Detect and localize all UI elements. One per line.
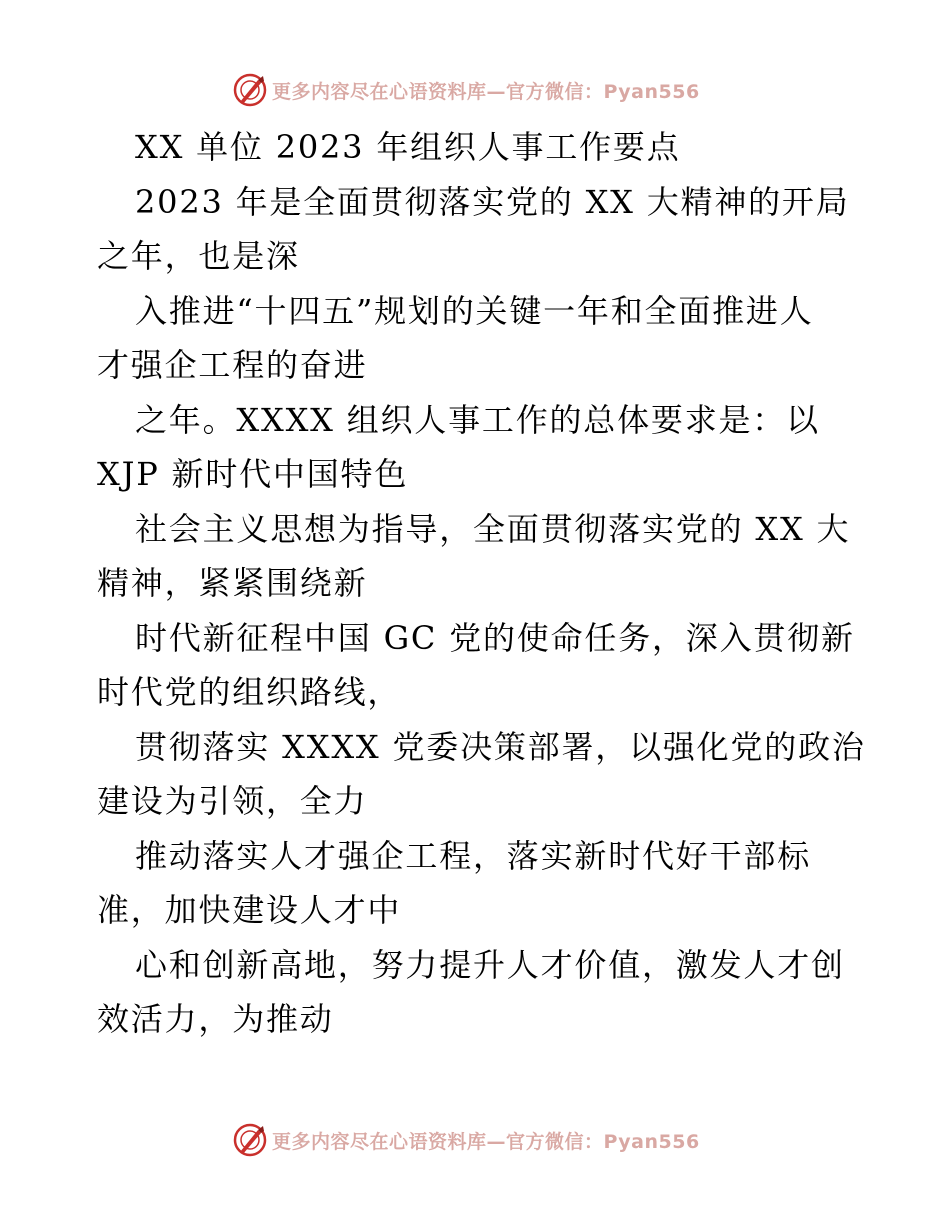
paragraph-line: 社会主义思想为指导，全面贯彻落实党的 XX 大: [135, 509, 851, 548]
watermark-text: 更多内容尽在心语资料库—官方微信：Pyan556: [272, 80, 700, 103]
paragraph-line: XJP 新时代中国特色: [97, 455, 409, 493]
document-body: [97, 120, 866, 1047]
paragraph-line: 时代新征程中国 GC 党的使命任务，深入贯彻新: [135, 618, 855, 657]
paragraph-line: 才强企工程的奋进: [97, 346, 368, 384]
paragraph-line: 效活力，为推动: [97, 1000, 334, 1038]
watermark-footer: [232, 1120, 700, 1160]
paragraph-line: 之年，也是深: [97, 237, 300, 275]
watermark-text: 更多内容尽在心语资料库—官方微信：Pyan556: [272, 1130, 700, 1153]
paragraph-line: 建设为引领，全力: [97, 782, 368, 820]
paragraph-line: 准，加快建设人才中: [97, 891, 402, 929]
paragraph-line: 时代党的组织路线，: [97, 673, 402, 711]
paragraph-line: 贯彻落实 XXXX 党委决策部署，以强化党的政治: [135, 727, 866, 766]
document-title: XX 单位 2023 年组织人事工作要点: [135, 128, 681, 166]
watermark-header: [232, 70, 700, 110]
paragraph-line: 精神，紧紧围绕新: [97, 564, 368, 602]
paragraph-line: 入推进“十四五”规划的关键一年和全面推进人: [135, 291, 814, 330]
logo-icon: [232, 72, 268, 108]
logo-icon: [232, 1122, 268, 1158]
paragraph-line: 推动落实人才强企工程，落实新时代好干部标: [135, 836, 812, 875]
paragraph-line: 之年。XXXX 组织人事工作的总体要求是：以: [135, 400, 820, 439]
paragraph-line: 心和创新高地，努力提升人才价值，激发人才创: [135, 945, 845, 984]
paragraph-line: 2023 年是全面贯彻落实党的 XX 大精神的开局: [135, 182, 850, 221]
